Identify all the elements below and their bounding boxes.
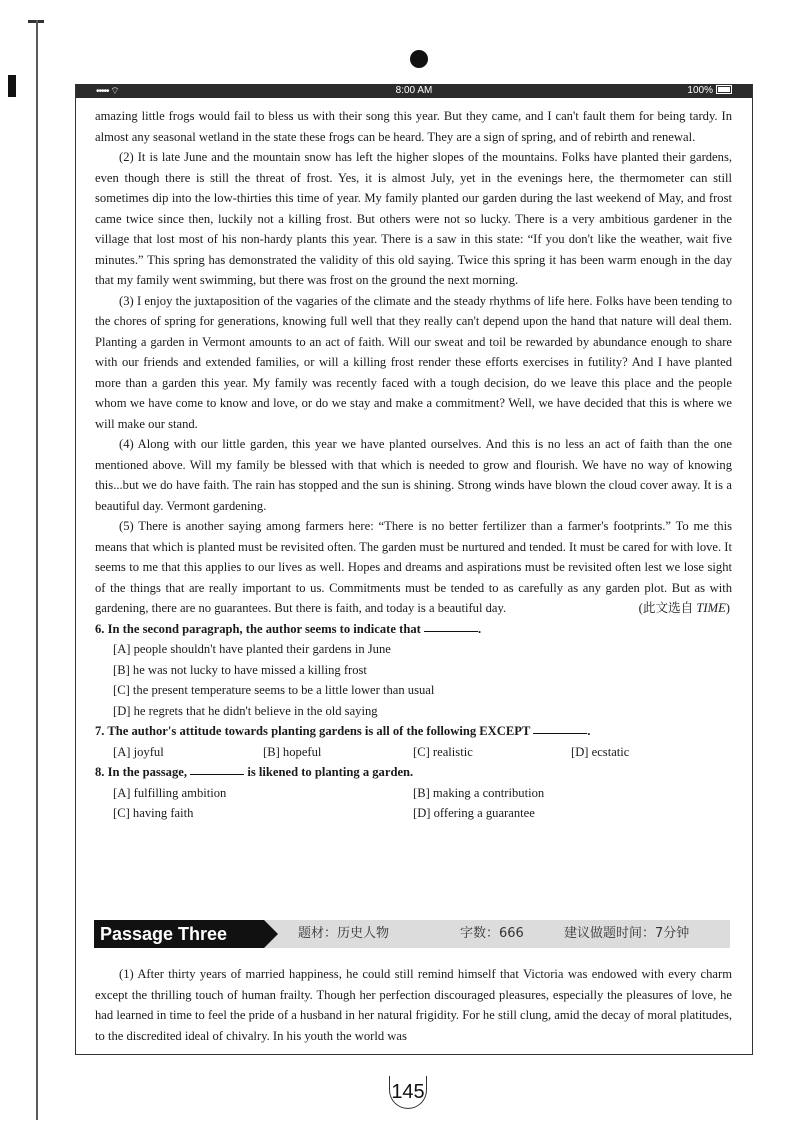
q7-option-c: [C] realistic bbox=[413, 744, 473, 759]
passage-continuation: amazing little frogs would fail to bless us with their song this year. But they came, and I can't fault them for being tardy. In almost any seasonal wetland in the state these frogs can be heard. They are a sign of spring, and of rebirth and renewal. bbox=[95, 109, 732, 144]
q6-option-d: [D] he regrets that he didn't believe in the old saying bbox=[113, 703, 378, 718]
section-arrow-icon bbox=[264, 920, 278, 948]
source-suffix: ) bbox=[725, 601, 730, 615]
q6-stem-text: 6. In the second paragraph, the author seems to indicate that bbox=[95, 621, 421, 636]
paragraph-5 bbox=[95, 516, 732, 619]
status-bar bbox=[76, 84, 752, 98]
q6-option-c: [C] the present temperature seems to be a little lower than usual bbox=[113, 683, 435, 697]
battery-status bbox=[687, 85, 732, 96]
paragraph-4: (4) Along with our little garden, this year we have planted ourselves. And this is no less an act of faith than the one mentioned above. Will my family be blessed with that which is needed to grow and flourish. We have no way of knowing this...but we do have faith. The rain has stopped and the sun is shining. Strong winds have blown the cloud cover away. It is a beautiful day. Vermont gardening. bbox=[95, 437, 732, 513]
q7-option-d: [D] ecstatic bbox=[571, 744, 630, 759]
q6-option-b: [B] he was not lucky to have missed a killing frost bbox=[113, 662, 367, 677]
q7-stem-text: 7. The author's attitude towards planting gardens is all of the following EXCEPT bbox=[95, 724, 531, 738]
binding-mark bbox=[8, 75, 16, 97]
page-number: 145 bbox=[383, 1072, 433, 1112]
q6-stem-end: . bbox=[477, 621, 482, 636]
section-header bbox=[94, 920, 730, 948]
section-word-count: 字数：666 bbox=[460, 926, 524, 941]
question-7-stem bbox=[95, 721, 732, 742]
paragraph-2: (2) It is late June and the mountain snow has left the higher slopes of the mountains. Folks have planted their gardens, even though there is still the threat of frost. Yes, it is almost July, yet in the evenings here, the thermometer can still sometimes dip into the low-thirties this time of year. My family planted our garden during the last weekend of May, and frost came twice since then, luckily not a killing frost. But others were not so lucky. There is a very ambitious gardener in the village that lost most of his non-hardy plants this year. There is a saw in this state: “If you don't like the weather, wait five minutes.” This spring has demonstrated the validity of this old saying. Twice this spring it has been warm enough in the day that my family went swimming, but there was frost on the ground the next morning. bbox=[95, 150, 732, 287]
q7-option-a: [A] joyful bbox=[113, 744, 164, 759]
battery-icon bbox=[716, 85, 732, 94]
binding-line bbox=[36, 20, 38, 1120]
frame-left bbox=[75, 84, 76, 1054]
q8-options-row-2 bbox=[95, 803, 732, 824]
q8-options-row-1 bbox=[95, 783, 732, 804]
q7-option-b: [B] hopeful bbox=[263, 744, 322, 759]
camera-dot bbox=[410, 50, 428, 68]
answer-blank bbox=[190, 764, 244, 775]
q8-option-c: [C] having faith bbox=[113, 806, 194, 820]
page-content bbox=[95, 106, 732, 824]
q6-option-a: [A] people shouldn't have planted their gardens in June bbox=[113, 642, 391, 656]
source-title: TIME bbox=[696, 601, 726, 615]
section-suggested-time: 建议做题时间：7分钟 bbox=[564, 926, 690, 941]
section-title: Passage Three bbox=[94, 920, 264, 948]
passage-three bbox=[95, 964, 732, 1046]
paragraph-5-text: (5) There is another saying among farmers here: “There is no better fertilizer than a farmer's footprints.” To me this means that which is planted must be revisited often. The garden must be nurtured and tended. It must be cared for with love. It seems to me that this applies to our lives as well. Hopes and dreams and aspirations must be revisited often lest we lose sight of the things that are really important to us. Commitments must be tended to as carefully as any garden plot. But as with gardening, there are no guarantees. But there is faith, and today is a beautiful day. bbox=[95, 519, 732, 615]
battery-label: 100% bbox=[687, 85, 713, 96]
paragraph-3: (3) I enjoy the juxtaposition of the vagaries of the climate and the steady rhythms of life here. Folks have been tending to the chores of spring for generations, knowing full well that they really can't depend upon the hand that nature will deal them. Planting a garden in Vermont amounts to an act of faith. Will our sweat and toil be rewarded by abundance enough to share with our friends and extended families, or will a killing frost render these efforts exercises in futility? And I have planted more than a garden this year. My family was recently faced with a tough decision, do we leave this place and the people whom we have come to know and love, or do we stay and make a commitment? Well, we have decided that this is where we will make our stand. bbox=[95, 293, 732, 431]
q8-option-a: [A] fulfilling ambition bbox=[113, 785, 227, 800]
source-prefix: (此文选自 bbox=[638, 601, 694, 615]
frame-bottom bbox=[75, 1054, 753, 1055]
q7-stem-end: . bbox=[587, 724, 591, 738]
q8-stem-end: is likened to planting a garden. bbox=[247, 765, 414, 779]
source-note bbox=[615, 598, 730, 619]
answer-blank bbox=[424, 621, 478, 632]
q8-option-d: [D] offering a guarantee bbox=[413, 806, 535, 820]
section-topic: 题材：历史人物 bbox=[298, 926, 390, 941]
question-8-stem bbox=[95, 762, 732, 783]
status-time: 8:00 AM bbox=[395, 85, 433, 96]
q8-option-b: [B] making a contribution bbox=[413, 785, 545, 800]
question-6-stem bbox=[95, 619, 732, 640]
frame-right bbox=[752, 84, 753, 1054]
signal-icon: ••••• ⌔ bbox=[96, 86, 119, 97]
answer-blank bbox=[533, 723, 587, 734]
q7-options bbox=[95, 742, 732, 763]
passage-three-paragraph-1: (1) After thirty years of married happiness, he could still remind himself that Victoria was endowed with every charm except the thrilling touch of human frailty. Though her perfection discouraged pleasures, especially the pleasures of love, he had learned in time to feel the pride of a husband in her natural frigidity. For he still clung, amid the decay of moral platitudes, to the discredited ideal of chivalry. In his youth the world was bbox=[95, 967, 732, 1043]
q8-stem-text: 8. In the passage, bbox=[95, 765, 188, 779]
